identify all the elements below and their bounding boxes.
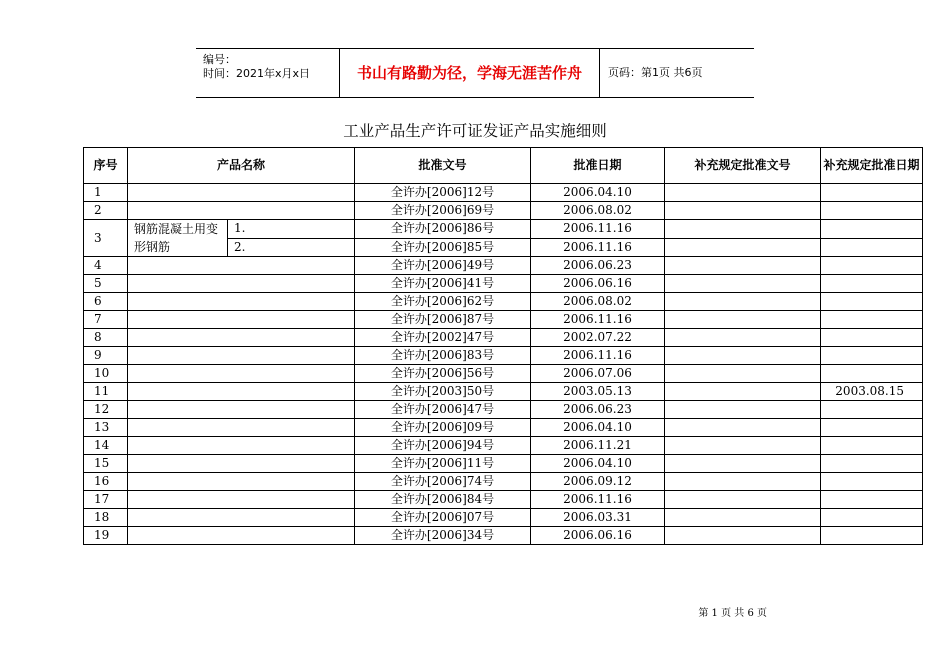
cell-seq: 3 <box>84 220 128 257</box>
cell-product-name <box>128 455 355 473</box>
cell-approval-date: 2006.04.10 <box>531 184 665 202</box>
cell-product-name <box>128 437 355 455</box>
cell-approval-date: 2006.06.16 <box>531 527 665 545</box>
cell-product-name <box>128 184 355 202</box>
product-sub-item: 2. <box>228 238 355 257</box>
table-row <box>84 419 923 437</box>
cell-approval-doc: 全许办[2006]74号 <box>355 473 531 491</box>
cell-supplement-doc <box>665 202 821 220</box>
cell-supplement-date <box>821 220 923 239</box>
cell-product-name <box>128 527 355 545</box>
cell-seq: 13 <box>84 419 128 437</box>
cell-seq: 4 <box>84 257 128 275</box>
cell-approval-date: 2006.07.06 <box>531 365 665 383</box>
cell-approval-doc: 全许办[2006]85号 <box>355 238 531 257</box>
cell-supplement-doc <box>665 238 821 257</box>
cell-product-name <box>128 293 355 311</box>
cell-approval-doc: 全许办[2006]47号 <box>355 401 531 419</box>
product-table <box>83 147 923 545</box>
cell-seq: 1 <box>84 184 128 202</box>
header-page-info: 页码：第1页 共6页 <box>608 66 703 79</box>
table-row <box>84 473 923 491</box>
table-row <box>84 383 923 401</box>
cell-approval-doc: 全许办[2006]94号 <box>355 437 531 455</box>
cell-supplement-doc <box>665 275 821 293</box>
cell-seq: 6 <box>84 293 128 311</box>
table-row <box>84 329 923 347</box>
cell-approval-date: 2006.06.16 <box>531 275 665 293</box>
cell-seq: 19 <box>84 527 128 545</box>
cell-approval-date: 2006.06.23 <box>531 257 665 275</box>
cell-supplement-doc <box>665 329 821 347</box>
cell-approval-date: 2006.08.02 <box>531 293 665 311</box>
cell-supplement-date <box>821 401 923 419</box>
cell-supplement-date <box>821 419 923 437</box>
cell-product-name <box>128 491 355 509</box>
cell-seq: 9 <box>84 347 128 365</box>
table-header-row <box>84 148 923 184</box>
cell-supplement-date <box>821 238 923 257</box>
cell-approval-doc: 全许办[2006]86号 <box>355 220 531 239</box>
cell-approval-doc: 全许办[2006]69号 <box>355 202 531 220</box>
cell-approval-doc: 全许办[2006]84号 <box>355 491 531 509</box>
cell-approval-date: 2006.06.23 <box>531 401 665 419</box>
cell-product-name <box>128 401 355 419</box>
cell-supplement-date <box>821 311 923 329</box>
cell-approval-doc: 全许办[2006]62号 <box>355 293 531 311</box>
cell-product-name <box>128 202 355 220</box>
table-row <box>84 365 923 383</box>
cell-approval-date: 2006.04.10 <box>531 419 665 437</box>
table-row <box>84 509 923 527</box>
cell-supplement-date <box>821 509 923 527</box>
cell-supplement-doc <box>665 311 821 329</box>
table-row <box>84 184 923 202</box>
page-header <box>196 48 754 98</box>
cell-approval-doc: 全许办[2006]07号 <box>355 509 531 527</box>
cell-supplement-doc <box>665 491 821 509</box>
cell-product-name <box>128 383 355 401</box>
cell-supplement-doc <box>665 365 821 383</box>
cell-supplement-date <box>821 257 923 275</box>
cell-supplement-doc <box>665 220 821 239</box>
cell-approval-doc: 全许办[2006]56号 <box>355 365 531 383</box>
cell-supplement-doc <box>665 437 821 455</box>
cell-approval-date: 2006.11.16 <box>531 220 665 239</box>
cell-approval-date: 2006.11.16 <box>531 238 665 257</box>
table-row <box>84 347 923 365</box>
cell-supplement-date <box>821 202 923 220</box>
cell-approval-doc: 全许办[2006]34号 <box>355 527 531 545</box>
table-row <box>84 527 923 545</box>
column-header-supplement-doc: 补充规定批准文号 <box>665 148 821 184</box>
cell-supplement-doc <box>665 527 821 545</box>
cell-product-name: 钢筋混凝土用变形钢筋 <box>128 220 228 257</box>
cell-supplement-doc <box>665 184 821 202</box>
cell-product-name <box>128 509 355 527</box>
cell-supplement-date <box>821 365 923 383</box>
table-row <box>84 311 923 329</box>
cell-supplement-doc <box>665 257 821 275</box>
cell-approval-date: 2006.04.10 <box>531 455 665 473</box>
cell-supplement-date <box>821 527 923 545</box>
table-row <box>84 257 923 275</box>
header-meta <box>196 49 340 97</box>
cell-approval-doc: 全许办[2003]50号 <box>355 383 531 401</box>
table-row <box>84 455 923 473</box>
cell-product-name <box>128 365 355 383</box>
cell-supplement-date <box>821 184 923 202</box>
table-body <box>84 184 923 545</box>
cell-approval-date: 2006.11.21 <box>531 437 665 455</box>
cell-seq: 16 <box>84 473 128 491</box>
cell-seq: 10 <box>84 365 128 383</box>
cell-product-name <box>128 329 355 347</box>
cell-supplement-date <box>821 473 923 491</box>
table-row <box>84 401 923 419</box>
document-number-label: 编号： <box>203 53 236 66</box>
cell-supplement-date <box>821 347 923 365</box>
cell-supplement-date <box>821 437 923 455</box>
cell-supplement-doc <box>665 455 821 473</box>
cell-seq: 2 <box>84 202 128 220</box>
cell-approval-date: 2003.05.13 <box>531 383 665 401</box>
cell-product-name <box>128 347 355 365</box>
cell-seq: 7 <box>84 311 128 329</box>
cell-approval-doc: 全许办[2006]83号 <box>355 347 531 365</box>
cell-approval-date: 2006.11.16 <box>531 491 665 509</box>
cell-supplement-doc <box>665 419 821 437</box>
column-header-product-name: 产品名称 <box>128 148 355 184</box>
cell-product-name <box>128 257 355 275</box>
cell-approval-doc: 全许办[2006]09号 <box>355 419 531 437</box>
cell-seq: 12 <box>84 401 128 419</box>
document-time-label: 时间：2021年x月x日 <box>203 67 311 80</box>
cell-supplement-doc <box>665 401 821 419</box>
column-header-approval-doc: 批准文号 <box>355 148 531 184</box>
product-sub-item: 1. <box>228 220 355 239</box>
cell-supplement-date <box>821 275 923 293</box>
cell-approval-doc: 全许办[2006]49号 <box>355 257 531 275</box>
column-header-approval-date: 批准日期 <box>531 148 665 184</box>
table-row <box>84 293 923 311</box>
column-header-seq: 序号 <box>84 148 128 184</box>
cell-supplement-date: 2003.08.15 <box>821 383 923 401</box>
cell-seq: 5 <box>84 275 128 293</box>
table-row <box>84 491 923 509</box>
cell-supplement-doc <box>665 347 821 365</box>
cell-supplement-date <box>821 329 923 347</box>
column-header-supplement-date: 补充规定批准日期 <box>821 148 923 184</box>
table-row <box>84 220 923 239</box>
cell-supplement-doc <box>665 473 821 491</box>
cell-approval-date: 2006.08.02 <box>531 202 665 220</box>
cell-approval-date: 2002.07.22 <box>531 329 665 347</box>
cell-product-name <box>128 275 355 293</box>
cell-supplement-date <box>821 293 923 311</box>
cell-seq: 18 <box>84 509 128 527</box>
table-row <box>84 437 923 455</box>
cell-approval-doc: 全许办[2006]12号 <box>355 184 531 202</box>
cell-seq: 8 <box>84 329 128 347</box>
cell-approval-doc: 全许办[2002]47号 <box>355 329 531 347</box>
cell-approval-date: 2006.11.16 <box>531 311 665 329</box>
cell-seq: 17 <box>84 491 128 509</box>
cell-supplement-doc <box>665 509 821 527</box>
cell-supplement-doc <box>665 383 821 401</box>
cell-product-name <box>128 473 355 491</box>
cell-supplement-date <box>821 455 923 473</box>
cell-seq: 11 <box>84 383 128 401</box>
cell-approval-doc: 全许办[2006]41号 <box>355 275 531 293</box>
cell-product-name <box>128 419 355 437</box>
page-footer: 第 1 页 共 6 页 <box>698 608 767 619</box>
cell-supplement-date <box>821 491 923 509</box>
cell-approval-date: 2006.09.12 <box>531 473 665 491</box>
document-title: 工业产品生产许可证发证产品实施细则 <box>343 122 607 140</box>
header-motto: 书山有路勤为径，学海无涯苦作舟 <box>340 49 600 97</box>
table-row <box>84 275 923 293</box>
cell-seq: 15 <box>84 455 128 473</box>
cell-supplement-doc <box>665 293 821 311</box>
cell-approval-doc: 全许办[2006]11号 <box>355 455 531 473</box>
cell-approval-doc: 全许办[2006]87号 <box>355 311 531 329</box>
table-row <box>84 202 923 220</box>
cell-approval-date: 2006.11.16 <box>531 347 665 365</box>
cell-seq: 14 <box>84 437 128 455</box>
cell-approval-date: 2006.03.31 <box>531 509 665 527</box>
cell-product-name <box>128 311 355 329</box>
